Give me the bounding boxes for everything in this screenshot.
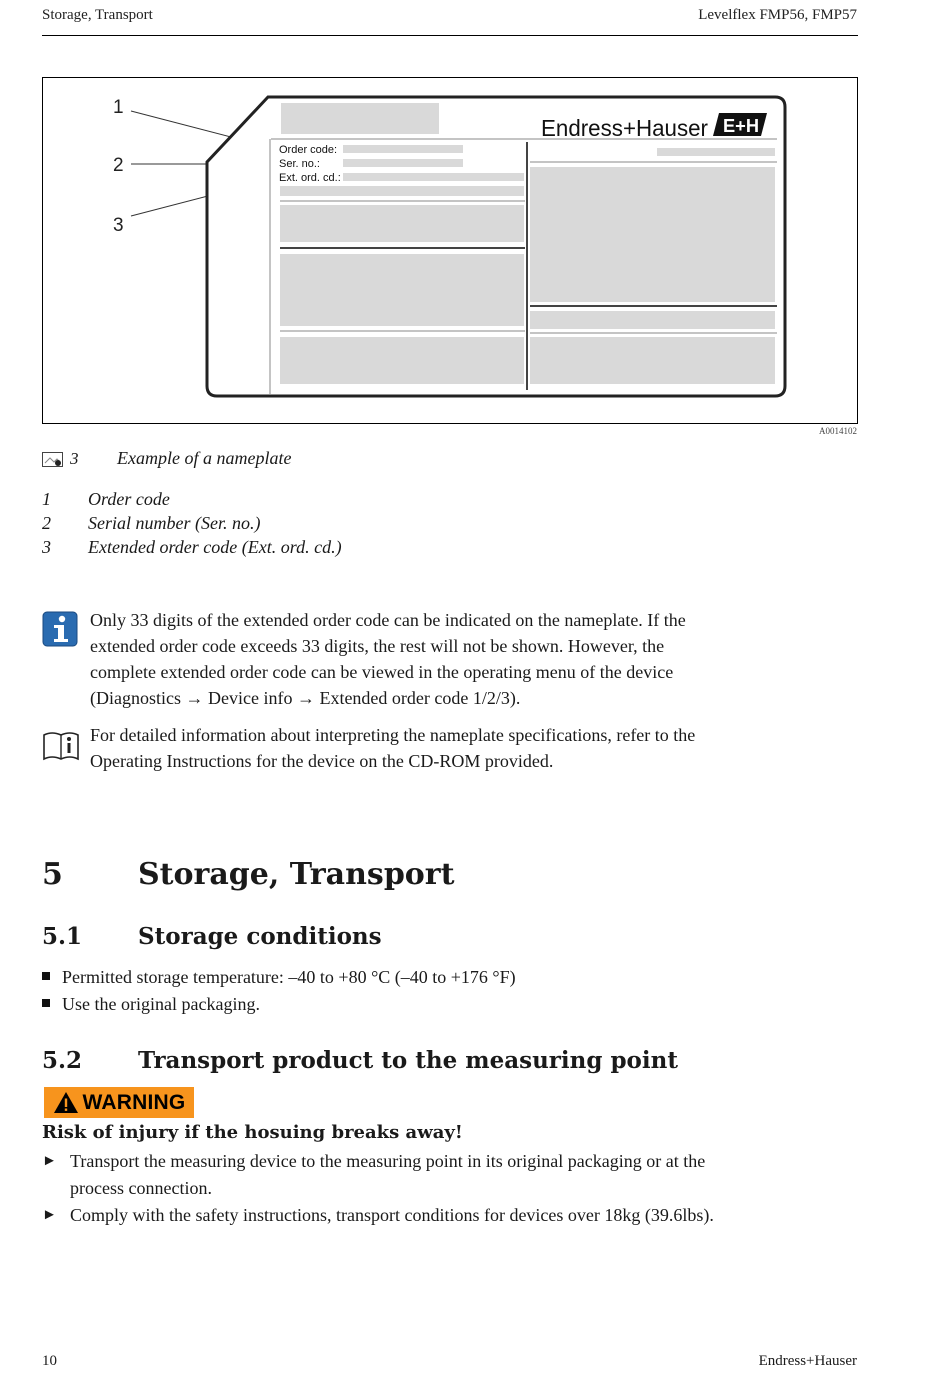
plate-label-serial: Ser. no.:: [279, 158, 320, 170]
figure-code: A0014102: [819, 426, 857, 436]
plate-field-right-mid: [530, 311, 775, 329]
info-note-line: (Diagnostics → Device info → Extended order code 1/2/3).: [90, 688, 521, 708]
page-number: 10: [42, 1353, 57, 1369]
callout-3: 3: [113, 215, 124, 236]
step-line: Transport the measuring device to the measuring point in its original packaging or at the: [70, 1151, 706, 1171]
list-item-text: Permitted storage temperature: –40 to +80 °C (–40 to +176 °F): [62, 967, 516, 987]
running-header-left: Storage, Transport: [42, 7, 153, 23]
footer-brand: Endress+Hauser: [758, 1353, 857, 1369]
section-number: 5: [42, 857, 63, 892]
subsection-number-2: 5.2: [42, 1047, 83, 1074]
list-item: [42, 964, 516, 991]
list-item: [42, 991, 516, 1018]
callout-1: 1: [113, 97, 124, 118]
legend-item: [42, 511, 342, 535]
bullet-triangle-icon: ►: [42, 1153, 57, 1169]
nameplate-figure: [42, 77, 858, 424]
storage-bullet-list: [42, 964, 516, 1018]
legend-item: [42, 535, 342, 559]
plate-label-order-code: Order code:: [279, 144, 338, 156]
reference-note: [90, 722, 850, 774]
running-header-right: Levelflex FMP56, FMP57: [698, 7, 857, 23]
figure-icon: [42, 452, 64, 468]
legend-text: Extended order code (Ext. ord. cd.): [88, 537, 342, 557]
warning-triangle-icon: [53, 1091, 79, 1114]
legend-item: [42, 487, 342, 511]
plate-model-field: [281, 103, 439, 134]
list-item: [42, 1202, 852, 1229]
plate-field-right-top: [657, 148, 775, 156]
warning-risk-statement: Risk of injury if the hosuing breaks away!: [42, 1122, 463, 1143]
bullet-triangle-icon: ►: [42, 1207, 57, 1223]
brand-logo-icon: [713, 113, 767, 136]
nameplate-drawing: [43, 78, 857, 423]
ext-order-field: [343, 173, 524, 181]
list-item-text: [70, 1148, 705, 1202]
list-item: [42, 1148, 852, 1202]
brand-name: Endress+Hauser: [541, 115, 709, 141]
section-title: Storage, Transport: [138, 857, 455, 892]
info-note-line: extended order code exceeds 33 digits, the rest will not be shown. However, the: [90, 636, 665, 656]
legend-number: 1: [42, 489, 51, 509]
serial-field: [343, 159, 463, 167]
step-line: process connection.: [70, 1178, 212, 1198]
plate-label-ext-order: Ext. ord. cd.:: [279, 172, 341, 184]
callout-2: 2: [113, 155, 124, 176]
legend-text: Order code: [88, 489, 170, 509]
figure-caption: Example of a nameplate: [117, 448, 292, 468]
header-rule: [42, 35, 858, 36]
subsection-title-1: Storage conditions: [138, 923, 382, 950]
plate-field-right-main: [530, 167, 775, 302]
info-icon: [42, 611, 78, 647]
legend-number: 2: [42, 513, 51, 533]
figure-caption-number: 3: [70, 449, 79, 468]
transport-steps: [42, 1148, 852, 1229]
subsection-number-1: 5.1: [42, 923, 83, 950]
plate-field-b: [280, 205, 524, 242]
book-reference-icon: [42, 727, 80, 765]
subsection-title-2: Transport product to the measuring point: [138, 1047, 678, 1074]
legend-text: Serial number (Ser. no.): [88, 513, 261, 533]
info-note-line: complete extended order code can be viewed in the operating menu of the device: [90, 662, 674, 682]
info-note-line: Only 33 digits of the extended order code can be indicated on the nameplate. If the: [90, 610, 686, 630]
list-item-text: Use the original packaging.: [62, 994, 260, 1014]
plate-field-c: [280, 254, 524, 326]
legend-number: 3: [42, 537, 51, 557]
reference-note-line: For detailed information about interpreting the nameplate specifications, refer to the: [90, 725, 696, 745]
warning-badge: [44, 1087, 194, 1118]
reference-note-line: Operating Instructions for the device on the CD-ROM provided.: [90, 751, 554, 771]
bullet-square-icon: [42, 999, 50, 1007]
list-item-text: Comply with the safety instructions, transport conditions for devices over 18kg (39.6lbs).: [70, 1205, 714, 1225]
bullet-square-icon: [42, 972, 50, 980]
warning-label: WARNING: [82, 1090, 186, 1114]
plate-field-right-bottom: [530, 337, 775, 384]
figure-legend: [42, 487, 342, 559]
order-code-field: [343, 145, 463, 153]
info-note: [90, 607, 850, 711]
plate-field-d: [280, 337, 524, 384]
plate-field-a: [280, 186, 524, 196]
brand-logo-text: E+H: [723, 116, 759, 136]
